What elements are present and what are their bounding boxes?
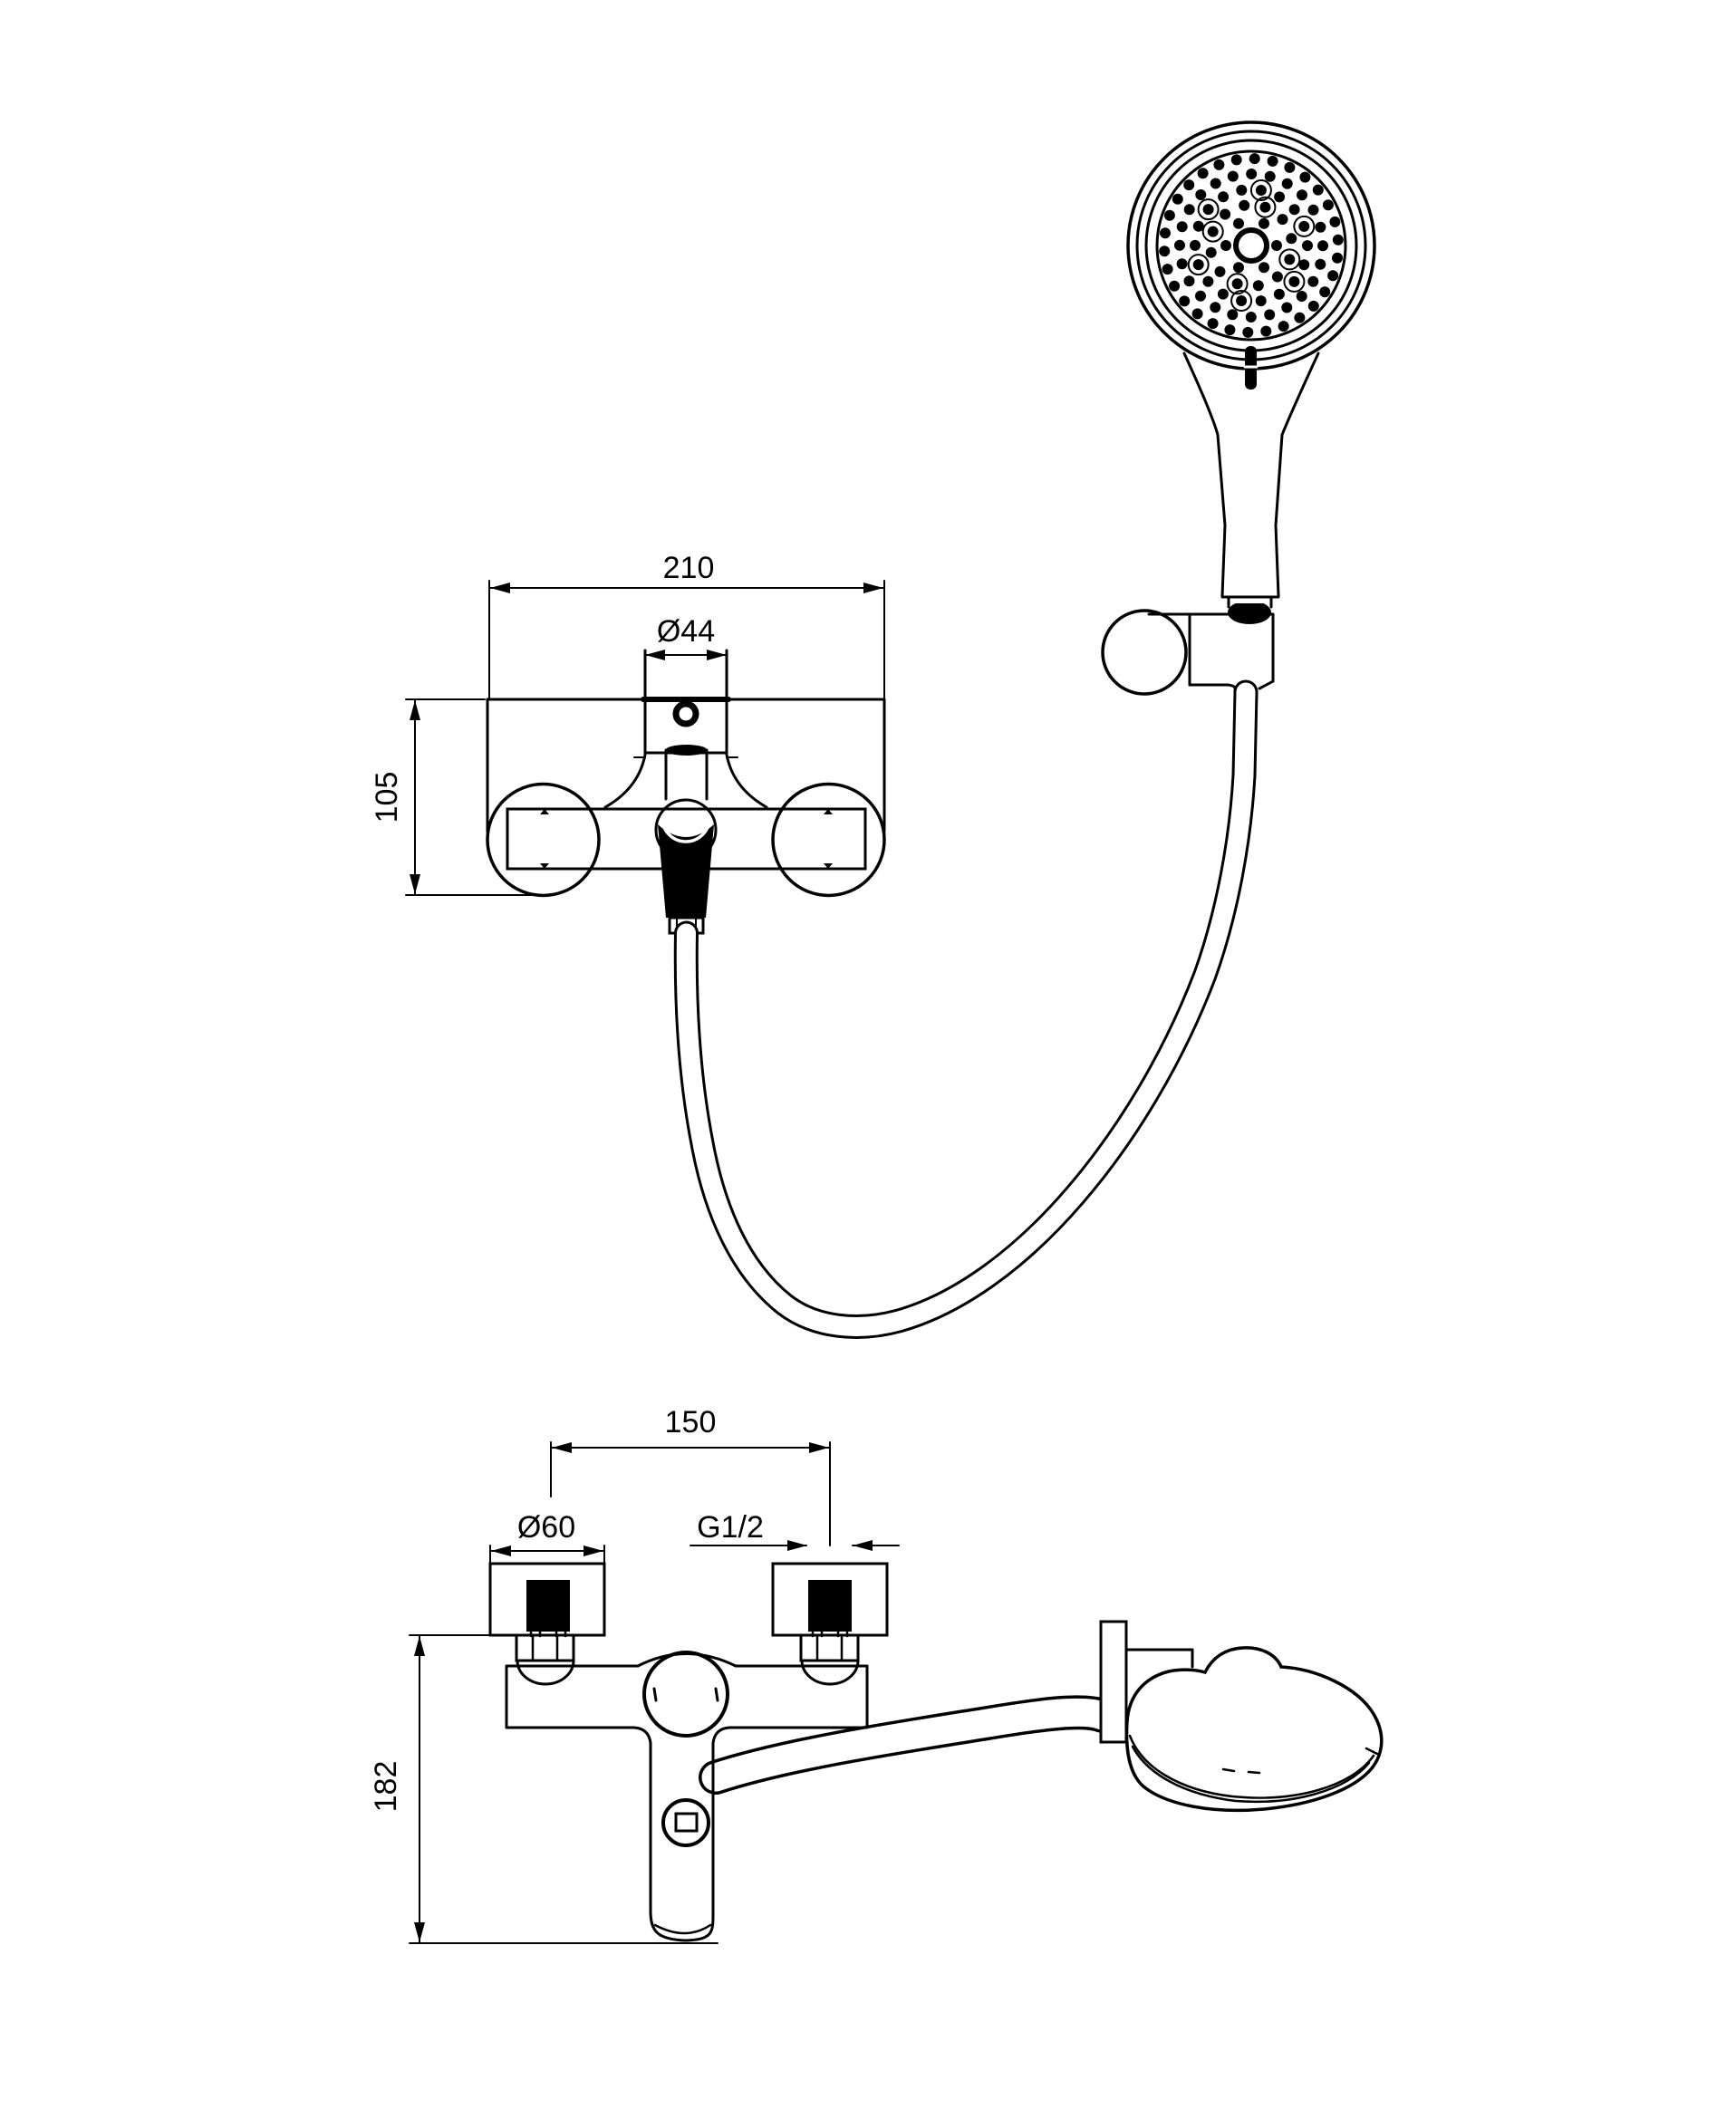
label-105: 105 [370,771,404,823]
right-thread-stud [808,1580,852,1632]
label-44: Ø44 [656,614,716,649]
label-150: 150 [664,1405,717,1440]
lever-slot [676,1814,697,1831]
left-thread-stud [526,1580,570,1632]
label-60: Ø60 [516,1510,576,1545]
cartridge-cap [666,745,708,756]
label-210: 210 [662,551,715,585]
label-182: 182 [369,1760,403,1813]
plan-holder-bracket [1101,1622,1126,1742]
label-g12: G1/2 [697,1510,764,1545]
